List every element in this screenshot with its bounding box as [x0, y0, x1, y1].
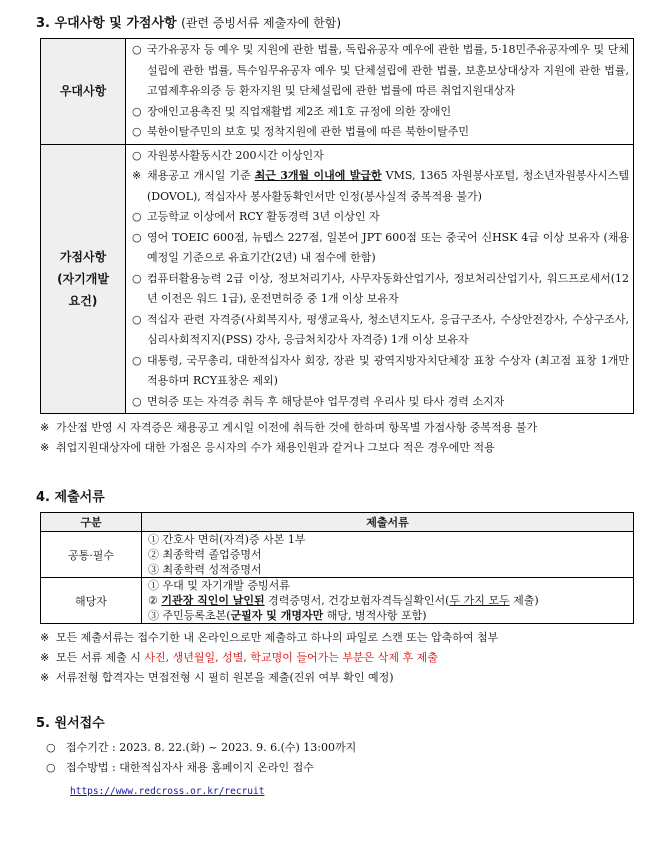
preference-items	[126, 39, 634, 145]
column-type: 구분	[41, 513, 142, 532]
preference-item-text: 국가유공자 등 예우 및 지원에 관한 법률, 독립유공자 예우에 관한 법률, 5·18민주유공자예우 및 단체설립에 관한 법률, 특수임무유공자 예우 및 단체설립에 관한 법률, 보훈보상대상자 지원에 관한 법률, 고엽제후유의증 등 환자지원 및 단체설립에 관한 법률에 따른 취업지원대상자	[147, 43, 629, 97]
doc-item: ① 우대 및 자기개발 증빙서류	[148, 579, 290, 592]
circle-bullet: ○	[132, 210, 142, 223]
section-3-notes	[40, 418, 643, 458]
doc-text-end: 해당, 병적사항 포함)	[326, 609, 427, 622]
bonus-items	[126, 144, 634, 414]
preference-table	[40, 38, 634, 414]
doc-item	[148, 608, 629, 623]
note-item	[40, 438, 643, 458]
doc-emphasis: 군필자 및 개명자만	[230, 609, 324, 622]
doc-item: ① 간호사 면허(자격)증 사본 1부	[148, 533, 306, 546]
period-text: 접수기간 : 2023. 8. 22.(화) ~ 2023. 9. 6.(수) 13:00까지	[66, 741, 357, 754]
application-period	[46, 738, 643, 758]
doc-item: ③ 최종학력 성적증명서	[148, 563, 262, 576]
documents-row-common	[41, 532, 634, 578]
row-common-label: 공통·필수	[41, 532, 142, 578]
note-text: 모든 서류 제출 시	[56, 651, 141, 664]
bonus-item	[132, 392, 629, 413]
bonus-item	[132, 310, 629, 351]
note-text: 가산점 반영 시 자격증은 채용공고 게시일 이전에 취득한 것에 한하며 항목별 가점사항 중복적용 불가	[56, 421, 538, 434]
note-text: 모든 제출서류는 접수기한 내 온라인으로만 제출하고 하나의 파일로 스캔 또는 압축하여 첨부	[56, 631, 499, 644]
bonus-item-text: 영어 TOEIC 600점, 뉴텝스 227점, 일본어 JPT 600점 또는 중국어 신HSK 4급 이상 보유자 (채용예정일 기준으로 유효기간(2년) 내 점수에 한함)	[147, 230, 629, 264]
preference-row	[41, 39, 634, 145]
circle-bullet: ○	[132, 353, 142, 367]
doc-item: ② 최종학력 졸업증명서	[148, 548, 262, 561]
bonus-item-text: 고등학교 이상에서 RCY 활동경력 3년 이상인 자	[147, 210, 380, 223]
preference-item-text: 북한이탈주민의 보호 및 정착지원에 관한 법률에 따른 북한이탈주민	[147, 125, 470, 138]
note-item	[40, 648, 643, 668]
bonus-item-text: 적십자 관련 자격증(사회복지사, 평생교육사, 청소년지도사, 응급구조사, 수상안전강사, 수상구조사, 심리사회적지지(PSS) 강사, 응급처치강사 자격증) 1개 이상 보유자	[147, 312, 629, 346]
bonus-note-part-1: 채용공고 개시일 기준	[147, 169, 251, 182]
doc-text: ③ 주민등록초본(	[148, 609, 231, 622]
doc-text-end: 제출)	[513, 594, 539, 607]
doc-text: 경력증명서, 건강보험자격득실확인서(	[268, 594, 450, 607]
bonus-item-text: 면허증 또는 자격증 취득 후 해당분야 업무경력 우리사 및 타사 경력 소지자	[147, 394, 505, 408]
bonus-item-text: 컴퓨터활용능력 2급 이상, 정보처리기사, 사무자동화산업기사, 정보처리산업기사, 워드프로세서(12년 이전은 워드 1급), 운전면허증 중 1개 이상 보유자	[147, 271, 629, 305]
section-4-notes	[40, 628, 643, 688]
reference-mark: ※	[132, 169, 142, 182]
doc-item	[148, 593, 629, 608]
reference-mark: ※	[40, 421, 50, 434]
recruit-link[interactable]: https://www.redcross.or.kr/recruit	[70, 786, 265, 797]
note-item	[40, 418, 643, 438]
column-documents: 제출서류	[142, 513, 634, 532]
preference-label: 우대사항	[41, 39, 126, 145]
note-item	[40, 668, 643, 688]
circle-bullet: ○	[132, 230, 142, 244]
circle-bullet: ○	[132, 271, 142, 285]
bonus-label-line-1: 가점사항	[59, 249, 107, 264]
preference-item-text: 장애인고용촉진 및 직업재활법 제2조 제1호 규정에 의한 장애인	[147, 104, 452, 118]
circle-bullet: ○	[132, 148, 142, 162]
reference-mark: ※	[40, 631, 50, 644]
section-3-heading	[36, 12, 643, 31]
bonus-note-text	[147, 166, 629, 207]
bonus-label	[41, 144, 126, 414]
section-3-title: 3. 우대사항 및 가점사항	[36, 16, 177, 31]
bonus-item	[132, 207, 629, 228]
circle-bullet: ○	[132, 104, 142, 118]
circle-bullet: ○	[132, 394, 142, 408]
circle-bullet: ○	[46, 761, 56, 774]
method-text: 접수방법 : 대한적십자사 채용 홈페이지 온라인 접수	[66, 761, 314, 774]
documents-table-header	[41, 513, 634, 532]
reference-mark: ※	[40, 441, 50, 454]
row-applicable-docs	[142, 578, 634, 624]
note-item	[40, 628, 643, 648]
bonus-item	[132, 351, 629, 392]
circle-bullet: ○	[132, 43, 142, 56]
bonus-note-emphasis: 최근 3개월 이내에 발급한	[254, 169, 382, 182]
note-text: 서류전형 합격자는 면접전형 시 필히 원본을 제출(진위 여부 확인 예정)	[56, 671, 394, 684]
doc-underline: 두 가지 모두	[449, 594, 510, 607]
documents-row-applicable	[41, 578, 634, 624]
row-common-docs	[142, 532, 634, 578]
circle-bullet: ○	[132, 312, 142, 326]
application-method	[46, 758, 643, 778]
row-applicable-label: 해당자	[41, 578, 142, 624]
preference-item	[132, 122, 629, 143]
reference-mark: ※	[40, 671, 50, 684]
bonus-label-line-2: (자기개발	[57, 271, 109, 286]
preference-item	[132, 102, 629, 123]
circle-bullet: ○	[46, 741, 56, 754]
documents-table	[40, 512, 634, 624]
reference-mark: ※	[40, 651, 50, 664]
circle-bullet: ○	[132, 125, 142, 138]
bonus-row	[41, 144, 634, 414]
preference-item	[132, 40, 629, 102]
bonus-item	[132, 269, 629, 310]
section-5-title: 5. 원서접수	[36, 716, 105, 731]
bonus-note-part-3: VMS, 1365 자원봉사포털, 청소년자원봉사시스템(DOVOL), 적십자사 봉사활동확인서만 인정(봉사실적 중복적용 불가)	[147, 169, 630, 203]
doc-number: ②	[148, 594, 158, 607]
bonus-item-text: 자원봉사활동시간 200시간 이상인자	[147, 148, 324, 162]
bonus-label-line-3: 요건)	[68, 293, 98, 308]
bonus-item	[132, 228, 629, 269]
section-4-title: 4. 제출서류	[36, 490, 105, 505]
note-red-text: 사진, 생년월일, 성별, 학교명이 들어가는 부분은 삭제 후 제출	[144, 651, 438, 664]
note-text: 취업지원대상자에 대한 가점은 응시자의 수가 채용인원과 같거나 그보다 적은 경우에만 적용	[56, 441, 495, 454]
bonus-item-text: 대통령, 국무총리, 대한적십자사 회장, 장관 및 광역지방자치단체장 표창 수상자 (최고점 표창 1개만 적용하며 RCY표창은 제외)	[147, 353, 629, 387]
bonus-item	[132, 146, 629, 167]
bonus-item-note	[132, 166, 629, 207]
doc-emphasis: 기관장 직인이 날인된	[161, 594, 265, 607]
section-3-subtitle: (관련 증빙서류 제출자에 한함)	[181, 16, 342, 30]
